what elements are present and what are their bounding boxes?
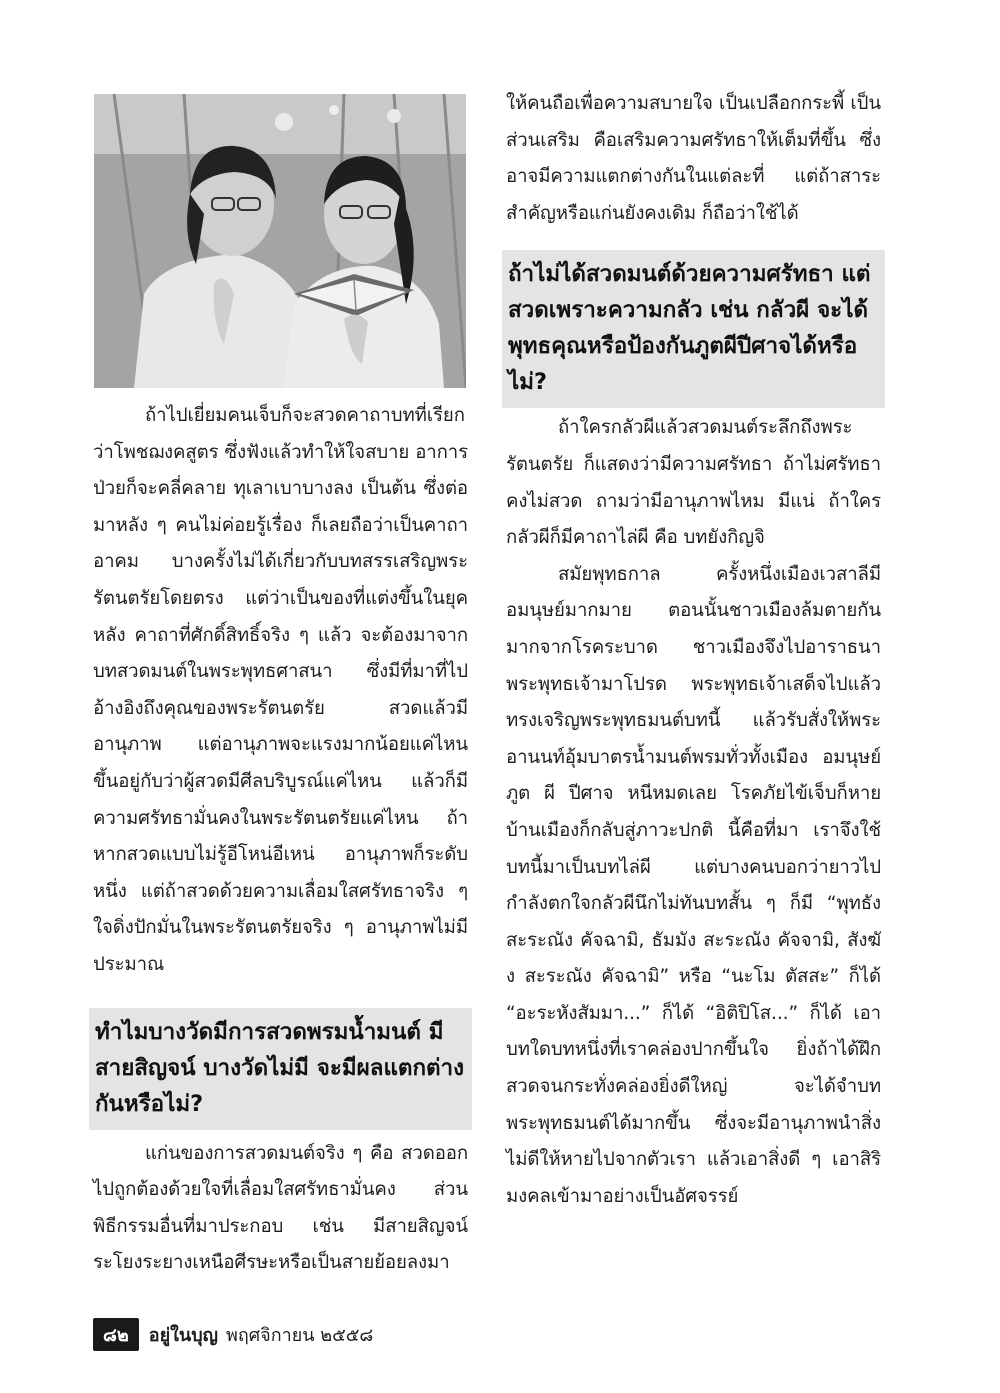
two-girls-praying-illustration (94, 94, 466, 388)
story-paragraph: สมัยพุทธกาล ครั้งหนึ่งเมืองเวสาลีมีอมนุษย์มากมาย ตอนนั้นชาวเมืองล้มตายกันมากจากโรคระบาด ชาวเมืองจึงไปอาราธนาพระพุทธเจ้ามาโปรด พระพุทธเจ้าเสด็จไปแล้วทรงเจริญพระพุทธมนต์บทนี้ แล้วรับสั่งให้พระอานนท์อุ้มบาตรน้ำมนต์พรมทั่วทั้งเมือง อมนุษย์ ภูต ผี ปีศาจ หนีหมดเลย โรคภัยไข้เจ็บก็หาย บ้านเมืองก็กลับสู่ภาวะปกติ นี้คือที่มา เราจึงใช้บทนี้มาเป็นบทไล่ผี แต่บางคนบอกว่ายาวไป กำลังตกใจกลัวผีนึกไม่ทันบทสั้น ๆ ก็มี “พุทธัง สะระณัง คัจฉามิ, ธัมมัง สะระณัง คัจจามิ, สังฆัง สะระณัง คัจฉามิ” หรือ “นะโม ตัสสะ” ก็ได้ “อะระหังสัมมา...” ก็ได้ “อิติปิโส...” ก็ได้ เอาบทใดบทหนึ่งที่เราคล่องปากขึ้นใจ ยิ่งถ้าได้ฝึกสวดจนกระทั่งคล่องยิ่งดีใหญ่ จะได้จำบทพระพุทธมนต์ได้มากขึ้น ซึ่งจะมีอานุภาพนำสิ่งไม่ดีให้หายไปจากตัวเรา แล้วเอาสิ่งดี ๆ เอาสิริมงคลเข้ามาอย่างเป็นอัศจรรย์ (506, 563, 881, 1207)
question-heading: ถ้าไม่ได้สวดมนต์ด้วยความศรัทธา แต่สวดเพราะความกลัว เช่น กลัวผี จะได้พุทธคุณหรือป้องกันภูตผีปีศาจได้หรือไม่? (508, 261, 871, 396)
intro-paragraph: ถ้าไปเยี่ยมคนเจ็บก็จะสวดคาถาบทที่เรียกว่าโพชฌงคสูตร ซึ่งฟังแล้วทำให้ใจสบาย อาการป่วยก็จะคลี่คลาย ทุเลาเบาบางลง เป็นต้น ซึ่งต่อมาหลัง ๆ คนไม่ค่อยรู้เรื่อง ก็เลยถือว่าเป็นคาถาอาคม บางครั้งไม่ได้เกี่ยวกับบทสรรเสริญพระรัตนตรัยโดยตรง แต่ว่าเป็นของที่แต่งขึ้นในยุคหลัง คาถาที่ศักดิ์สิทธิ์จริง ๆ แล้ว จะต้องมาจากบทสวดมนต์ในพระพุทธศาสนา ซึ่งมีที่มาที่ไป อ้างอิงถึงคุณของพระรัตนตรัย สวดแล้วมีอานุภาพ แต่อานุภาพจะแรงมากน้อยแค่ไหน ขึ้นอยู่กับว่าผู้สวดมีศีลบริบูรณ์แค่ไหน แล้วก็มีความศรัทธามั่นคงในพระรัตนตรัยแค่ไหน ถ้าหากสวดแบบไม่รู้อีโหน่อีเหน่ อานุภาพก็ระดับหนึ่ง แต่ถ้าสวดด้วยความเลื่อมใสศรัทธาจริง ๆ ใจดิ่งปักมั่นในพระรัตนตรัยจริง ๆ อานุภาพไม่มีประมาณ (93, 405, 468, 975)
page-number: ๘๒ (93, 1318, 139, 1351)
magazine-name: อยู่ในบุญ (148, 1324, 218, 1346)
article-photo (94, 94, 466, 388)
page-footer (93, 1319, 373, 1349)
issue-date: พฤศจิกายน ๒๕๕๘ (225, 1324, 374, 1346)
answer-paragraph: แก่นของการสวดมนต์จริง ๆ คือ สวดออกไปถูกต้องด้วยใจที่เลื่อมใสศรัทธามั่นคง ส่วนพิธีกรรมอื่นที่มาประกอบ เช่น มีสายสิญจน์ระโยงระยางเหนือศีรษะหรือเป็นสายย้อยลงมา (93, 1142, 468, 1274)
answer-paragraph: ถ้าใครกลัวผีแล้วสวดมนต์ระลึกถึงพระรัตนตรัย ก็แสดงว่ามีความศรัทธา ถ้าไม่ศรัทธาคงไม่สวด ถามว่ามีอานุภาพไหม มีแน่ ถ้าใครกลัวผีก็มีคาถาไล่ผี คือ บทยังกิญจิ (506, 417, 881, 549)
right-column (506, 86, 881, 1215)
question-box (502, 250, 885, 408)
question-heading: ทำไมบางวัดมีการสวดพรมน้ำมนต์ มีสายสิญจน์ บางวัดไม่มี จะมีผลแตกต่างกันหรือไม่? (95, 1018, 465, 1117)
continued-paragraph: ให้คนถือเพื่อความสบายใจ เป็นเปลือกกระพี้ เป็นส่วนเสริม คือเสริมความศรัทธาให้เต็มที่ขึ้น ซึ่งอาจมีความแตกต่างกันในแต่ละที่ แต่ถ้าสาระสำคัญหรือแก่นยังคงเดิม ก็ถือว่าใช้ได้ (506, 93, 881, 224)
left-column (93, 398, 468, 1282)
question-box (89, 1008, 472, 1130)
